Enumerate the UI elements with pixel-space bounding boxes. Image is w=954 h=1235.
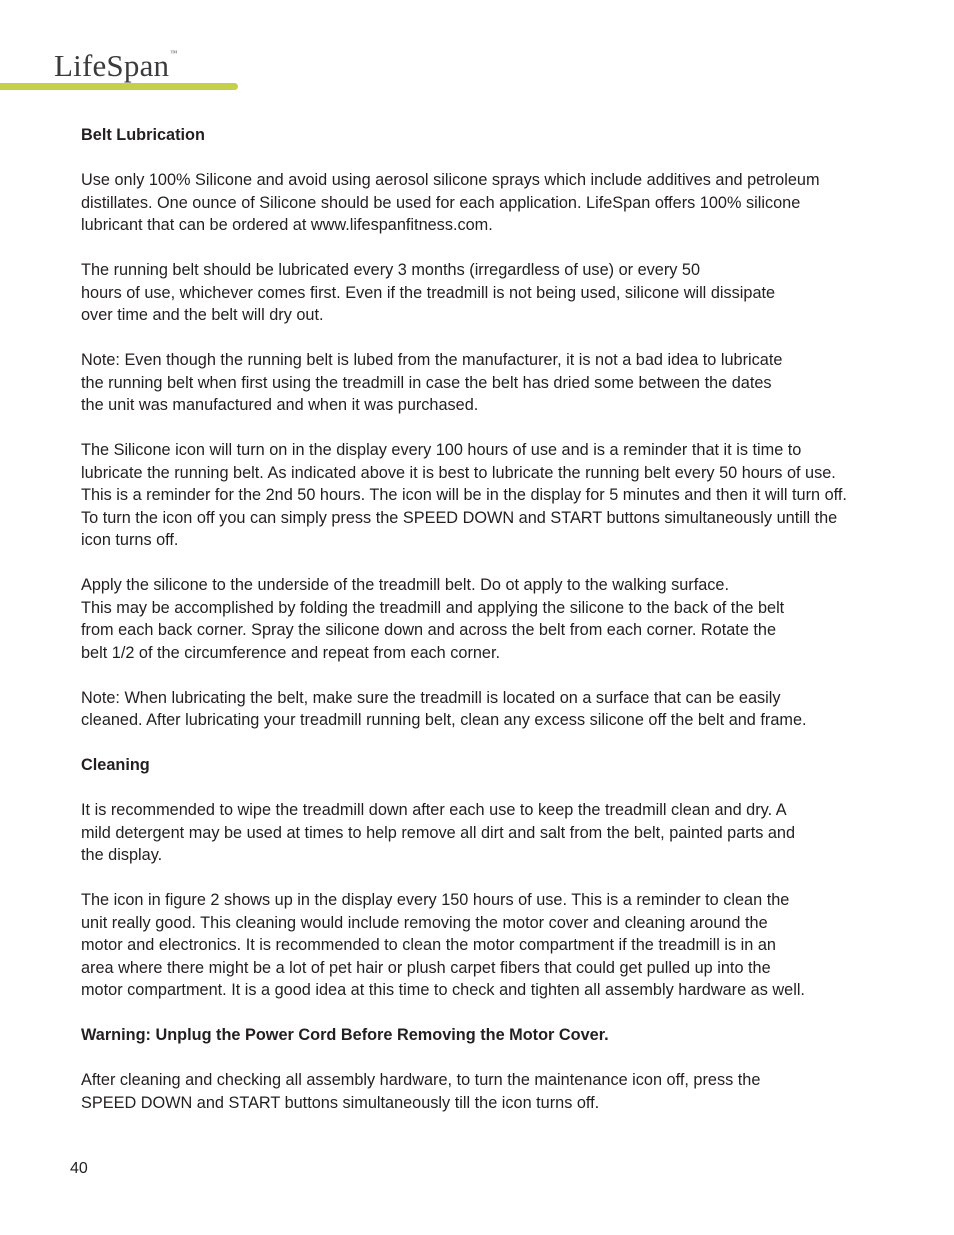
- belt-paragraph-6: Note: When lubricating the belt, make sure the treadmill is located on a surface that can be easily cleaned. After lubricating your treadmill running belt, clean any excess silicone off the belt and frame.: [81, 688, 807, 729]
- logo-accent-bar: [0, 83, 238, 90]
- trademark-symbol: ™: [170, 49, 178, 57]
- cleaning-heading: Cleaning: [81, 756, 150, 774]
- belt-paragraph-4: The Silicone icon will turn on in the display every 100 hours of use and is a reminder that it is time to lubricate the running belt. As indicated above it is best to lubricate the running belt every 50 hours of use. This is a reminder for the 2nd 50 hours. The icon will be in the display for 5 minutes and then it will turn off. To turn the icon off you can simply press the SPEED DOWN and START buttons simultaneously untill the icon turns off.: [81, 441, 847, 549]
- belt-paragraph-2: The running belt should be lubricated every 3 months (irregardless of use) or every 50 hours of use, whichever comes first. Even if the treadmill is not being used, silicone will dissipate over time and the belt will dry out.: [81, 261, 776, 324]
- belt-lubrication-heading: Belt Lubrication: [81, 126, 205, 144]
- belt-paragraph-3: Note: Even though the running belt is lubed from the manufacturer, it is not a bad idea to lubricate the running belt when first using the treadmill in case the belt has dried some between the dates the unit was manufactured and when it was purchased.: [81, 351, 783, 414]
- cleaning-paragraph-3: After cleaning and checking all assembly hardware, to turn the maintenance icon off, press the SPEED DOWN and START buttons simultaneously till the icon turns off.: [81, 1071, 761, 1112]
- logo-text: LifeSpan: [54, 48, 170, 83]
- cleaning-paragraph-2: The icon in figure 2 shows up in the display every 150 hours of use. This is a reminder to clean the unit really good. This cleaning would include removing the motor cover and cleaning around the motor and electronics. It is recommended to clean the motor compartment if the treadmill is in an area where there might be a lot of pet hair or plush carpet fibers that could get pulled up into the motor compartment. It is a good idea at this time to check and tighten all assembly hardware as well.: [81, 891, 805, 999]
- cleaning-paragraph-1: It is recommended to wipe the treadmill down after each use to keep the treadmill clean and dry. A mild detergent may be used at times to help remove all dirt and salt from the belt, painted parts and the display.: [81, 801, 796, 864]
- warning-text: Warning: Unplug the Power Cord Before Removing the Motor Cover.: [81, 1026, 609, 1044]
- page-content: [81, 124, 916, 1114]
- belt-paragraph-1: Use only 100% Silicone and avoid using aerosol silicone sprays which include additives and petroleum distillates. One ounce of Silicone should be used for each application. LifeSpan offers 100% silicone lubricant that can be ordered at www.lifespanfitness.com.: [81, 171, 820, 234]
- page-number: 40: [70, 1160, 88, 1177]
- belt-paragraph-5: Apply the silicone to the underside of the treadmill belt. Do ot apply to the walking surface. This may be accomplished by folding the treadmill and applying the silicone to the back of the belt from each back corner. Spray the silicone down and across the belt from each corner. Rotate the belt 1/2 of the circumference and repeat from each corner.: [81, 576, 785, 662]
- brand-logo: [54, 50, 177, 81]
